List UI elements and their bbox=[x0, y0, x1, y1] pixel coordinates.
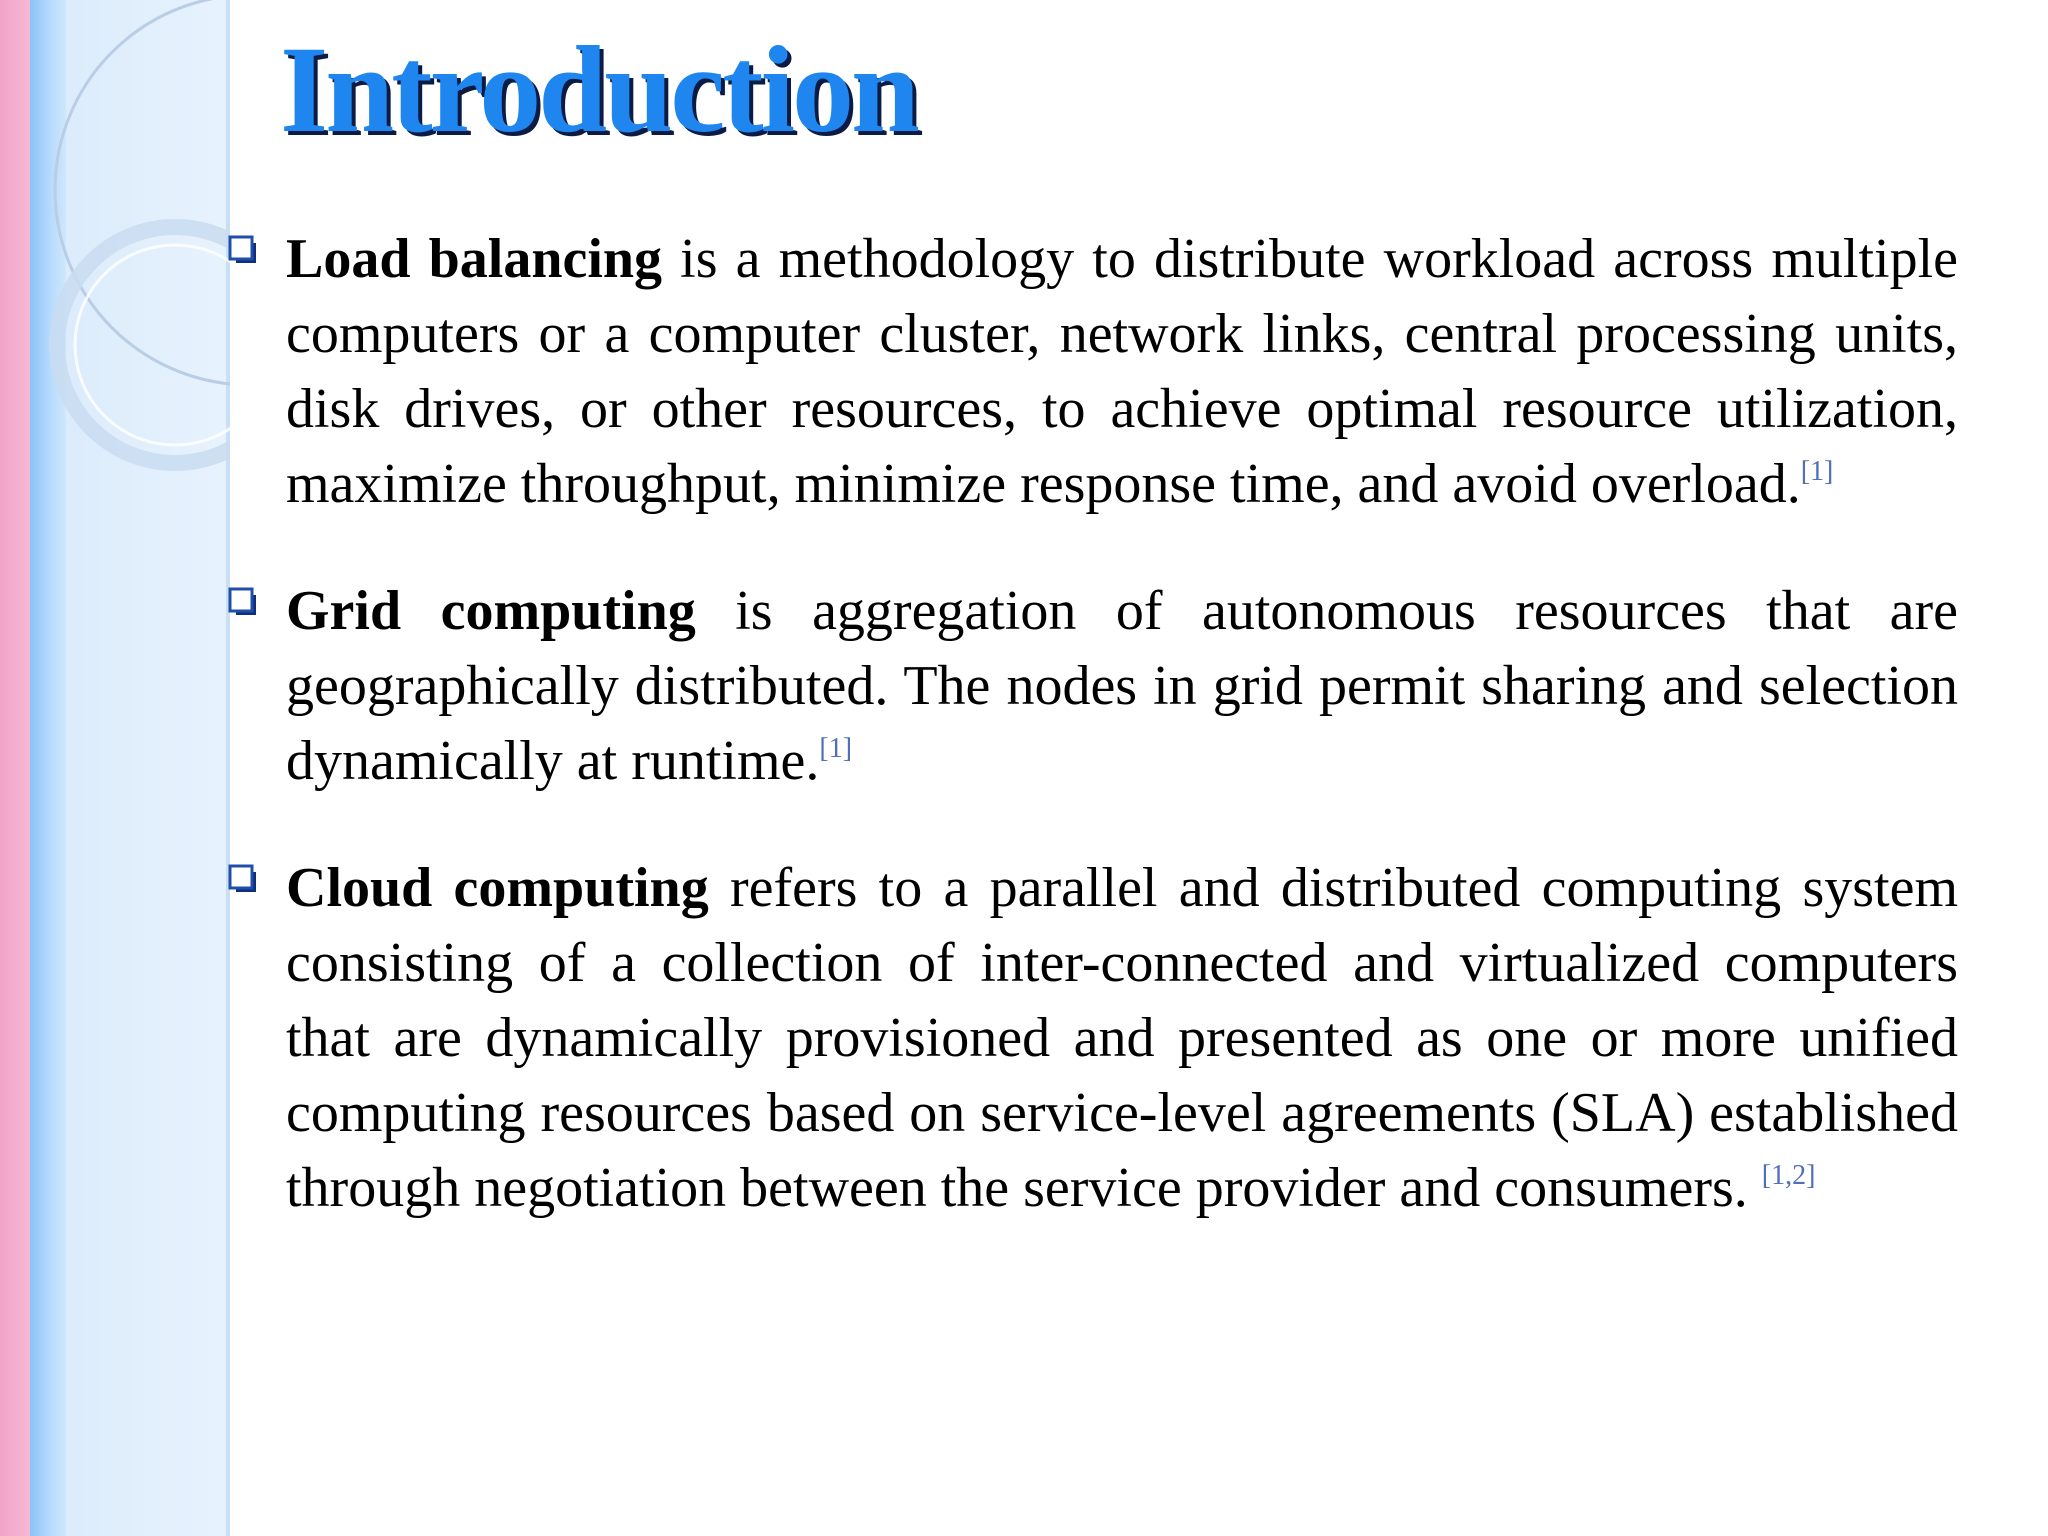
bullet-text bbox=[286, 851, 1958, 1226]
bullet-item-load-balancing bbox=[228, 222, 1958, 522]
term-grid-computing: Grid computing bbox=[286, 580, 696, 642]
bullet-item-grid-computing bbox=[228, 574, 1958, 799]
reference-citation: [1] bbox=[1800, 456, 1834, 487]
hollow-square-bullet-icon bbox=[228, 222, 286, 270]
hollow-square-bullet-icon bbox=[228, 851, 286, 899]
bullet-text bbox=[286, 222, 1958, 522]
definition-grid-computing: is aggregation of autonomous resources that are geographically distributed. The nodes in grid permit sharing and selection dynamically at runtime. bbox=[286, 580, 1958, 792]
hollow-square-bullet-icon bbox=[228, 574, 286, 622]
decorative-sidebar bbox=[0, 0, 230, 1536]
definition-load-balancing: is a methodology to distribute workload across multiple computers or a computer cluster, network links, central processing units, disk drives, or other resources, to achieve optimal resource utilization, maximize throughput, minimize response time, and avoid overload. bbox=[286, 228, 1958, 515]
slide-title: Introduction bbox=[280, 21, 917, 158]
reference-citation: [1] bbox=[819, 733, 853, 764]
reference-citation: [1,2] bbox=[1761, 1160, 1816, 1191]
bullet-list bbox=[228, 222, 1958, 1226]
bullet-text bbox=[286, 574, 1958, 799]
definition-cloud-computing: refers to a parallel and distributed computing system consisting of a collection of inter-connected and virtualized computers that are dynamically provisioned and presented as one or more unified computing resources based on service-level agreements (SLA) established through negotiation between the service provider and consumers. bbox=[286, 857, 1959, 1219]
term-cloud-computing: Cloud computing bbox=[286, 857, 709, 919]
term-load-balancing: Load balancing bbox=[286, 228, 663, 290]
bullet-item-cloud-computing bbox=[228, 851, 1958, 1226]
decorative-rings bbox=[0, 0, 230, 520]
